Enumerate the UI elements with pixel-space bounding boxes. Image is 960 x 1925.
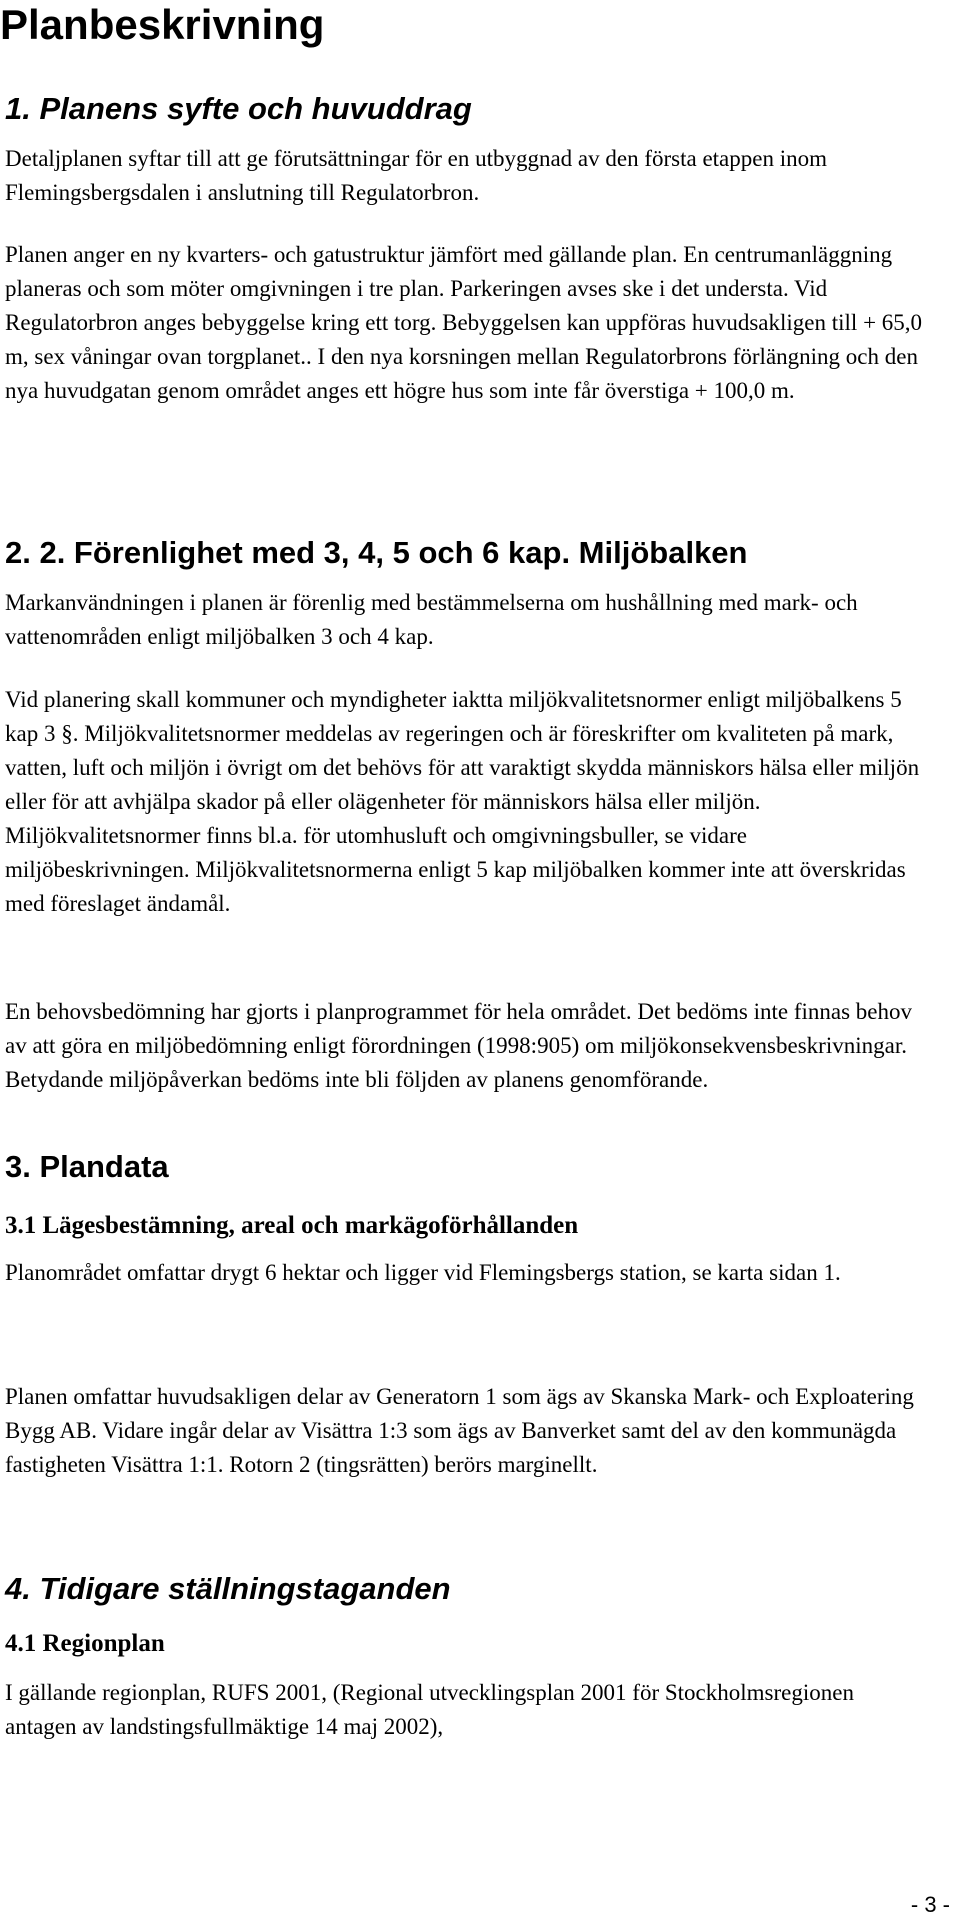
section-2-paragraph-1: Markanvändningen i planen är förenlig med bestämmelserna om hushållning med mark- och vattenområden enligt miljöbalken 3 och 4 kap.	[5, 590, 858, 649]
section-heading-3: 3. Plandata	[5, 1149, 169, 1184]
page-number: - 3 -	[910, 1892, 950, 1917]
section-3-paragraph-1: Planområdet omfattar drygt 6 hektar och ligger vid Flemingsbergs station, se karta sidan 1.	[5, 1260, 841, 1285]
section-heading-1: 1. Planens syfte och huvuddrag	[5, 91, 472, 126]
section-2-paragraph-2: Vid planering skall kommuner och myndigheter iaktta miljökvalitetsnormer enligt miljöbalkens 5 kap 3 §. Miljökvalitetsnormer meddelas av regeringen och är föreskrifter om kvaliteten på mark, vatten, luft och miljön i övrigt om det behövs för att varaktigt skydda människors hälsa eller miljön eller för att avhjälpa skador på eller olägenheter för människors hälsa eller miljön. Miljökvalitetsnormer finns bl.a. för utomhusluft och omgivningsbuller, se vidare miljöbeskrivningen. Miljökvalitetsnormerna enligt 5 kap miljöbalken kommer inte att överskridas med föreslaget ändamål.	[5, 687, 920, 916]
section-1-paragraph-2: Planen anger en ny kvarters- och gatustruktur jämfört med gällande plan. En centrumanläggning planeras och som möter omgivningen i tre plan. Parkeringen avses ske i det understa. Vid Regulatorbron anges bebyggelse kring ett torg. Bebyggelsen kan uppföras huvudsakligen till + 65,0 m, sex våningar ovan torgplanet.. I den nya korsningen mellan Regulatorbrons förlängning och den nya huvudgatan genom området anges ett högre hus som inte får överstiga + 100,0 m.	[5, 242, 923, 403]
section-heading-2: 2. 2. Förenlighet med 3, 4, 5 och 6 kap. Miljöbalken	[5, 535, 748, 570]
subsection-heading-3-1: 3.1 Lägesbestämning, areal och markägoförhållanden	[5, 1212, 579, 1239]
section-2-paragraph-3: En behovsbedömning har gjorts i planprogrammet för hela området. Det bedöms inte finnas behov av att göra en miljöbedömning enligt förordningen (1998:905) om miljökonsekvensbeskrivningar. Betydande miljöpåverkan bedöms inte bli följden av planens genomförande.	[5, 999, 912, 1092]
document-title: Planbeskrivning	[0, 1, 325, 48]
section-4-paragraph-1: I gällande regionplan, RUFS 2001, (Regional utvecklingsplan 2001 för Stockholmsregionen antagen av landstingsfullmäktige 14 maj 2002),	[5, 1680, 854, 1739]
subsection-heading-4-1: 4.1 Regionplan	[5, 1630, 165, 1657]
section-3-paragraph-2: Planen omfattar huvudsakligen delar av Generatorn 1 som ägs av Skanska Mark- och Exploatering Bygg AB. Vidare ingår delar av Visättra 1:3 som ägs av Banverket samt del av den kommunägda fastigheten Visättra 1:1. Rotorn 2 (tingsrätten) berörs marginellt.	[5, 1384, 914, 1477]
section-heading-4: 4. Tidigare ställningstaganden	[5, 1571, 451, 1606]
section-1-paragraph-1: Detaljplanen syftar till att ge förutsättningar för en utbyggnad av den första etappen inom Flemingsbergsdalen i anslutning till Regulatorbron.	[5, 146, 827, 205]
